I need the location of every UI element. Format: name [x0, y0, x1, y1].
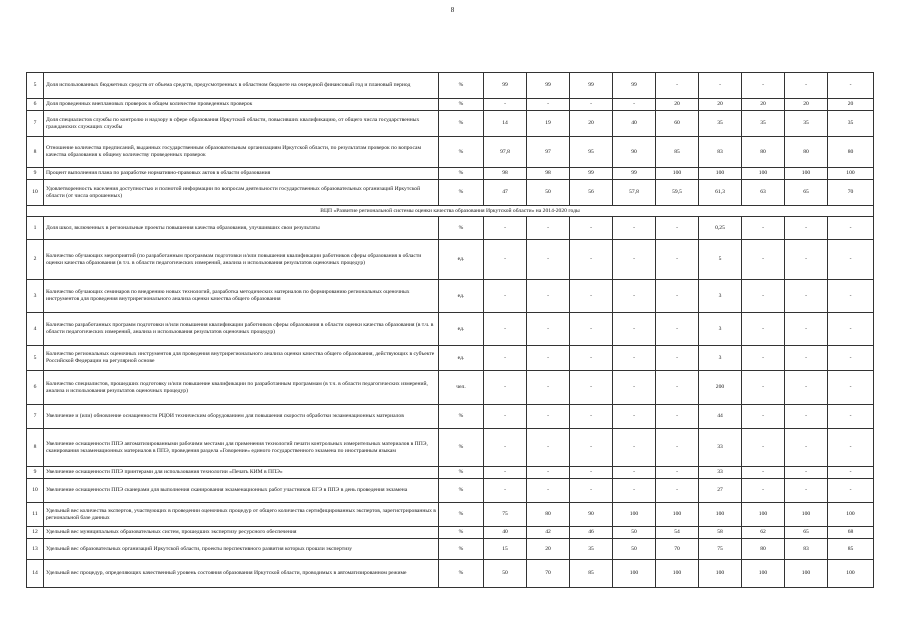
value-cell: 65	[785, 527, 828, 539]
row-number: 8	[27, 137, 44, 168]
value-cell: 61,3	[699, 180, 742, 206]
indicator-name: Удовлетворенность населения доступностью и полнотой информации по вопросам деятельности государственных образовательных организаций Иркутской области (от числа опрошенных)	[44, 180, 439, 206]
value-cell: 57,8	[613, 180, 656, 206]
indicator-name: Увеличение оснащенности ППЭ сканерами для выполнения сканирования экзаменационных работ участников ЕГЭ в ППЭ в день проведения экзамена	[44, 479, 439, 503]
value-cell: 40	[613, 111, 656, 137]
value-cell: 70	[828, 180, 874, 206]
row-number: 9	[27, 467, 44, 479]
value-cell: -	[527, 313, 570, 346]
value-cell: 20	[570, 111, 613, 137]
indicators-table	[26, 72, 874, 588]
value-cell: -	[785, 73, 828, 99]
value-cell: 100	[785, 560, 828, 588]
value-cell: 100	[613, 503, 656, 527]
value-cell: -	[785, 371, 828, 405]
value-cell: -	[828, 467, 874, 479]
unit-cell: %	[439, 111, 484, 137]
row-number: 10	[27, 479, 44, 503]
value-cell: -	[828, 313, 874, 346]
value-cell: -	[742, 467, 785, 479]
value-cell: -	[742, 405, 785, 429]
table-section-top	[27, 73, 874, 206]
value-cell: 80	[527, 503, 570, 527]
value-cell: 44	[699, 405, 742, 429]
value-cell: 99	[570, 168, 613, 180]
value-cell: -	[527, 217, 570, 240]
unit-cell: ед.	[439, 313, 484, 346]
indicator-name: Процент выполнения плана по разработке нормативно-правовых актов в области образования	[44, 168, 439, 180]
value-cell: -	[613, 313, 656, 346]
value-cell: -	[484, 405, 527, 429]
unit-cell: %	[439, 479, 484, 503]
value-cell: 20	[699, 99, 742, 111]
row-number: 10	[27, 180, 44, 206]
table-row	[27, 111, 874, 137]
row-number: 9	[27, 168, 44, 180]
indicator-name: Удельный вес образовательных организаций Иркутской области, проекты перспективного развития которых прошли экспертизу	[44, 539, 439, 560]
indicator-name: Количество специалистов, прошедших подготовку и/или повышение квалификации по разработанным программам (в т.ч. в области педагогических измерений, анализа и использования результатов оценочных процедур)	[44, 371, 439, 405]
value-cell: 85	[656, 137, 699, 168]
value-cell: -	[527, 371, 570, 405]
value-cell: 20	[785, 99, 828, 111]
value-cell: 40	[484, 527, 527, 539]
value-cell: 97	[527, 137, 570, 168]
value-cell: 75	[699, 539, 742, 560]
table-row	[27, 405, 874, 429]
indicator-name: Доля использованных бюджетных средств от объема средств, предусмотренных в областном бюджете на очередной финансовый год и плановый период	[44, 73, 439, 99]
value-cell: 50	[484, 560, 527, 588]
indicator-name: Удельный вес муниципальных образовательных систем, прошедших экспертизу ресурсного обеспечения	[44, 527, 439, 539]
value-cell: 100	[699, 560, 742, 588]
value-cell: 100	[785, 503, 828, 527]
value-cell: 99	[613, 73, 656, 99]
value-cell: 100	[828, 168, 874, 180]
value-cell: -	[785, 405, 828, 429]
value-cell: -	[570, 99, 613, 111]
value-cell: -	[656, 240, 699, 280]
value-cell: 98	[484, 168, 527, 180]
section-title: ВЦП «Развитие региональной системы оценки качества образования Иркутской области» на 2014-2020 годы	[27, 206, 874, 217]
value-cell: 35	[742, 111, 785, 137]
value-cell: 100	[742, 168, 785, 180]
row-number: 7	[27, 405, 44, 429]
indicator-name: Отношение количества предписаний, выданных государственным образовательным организациям Иркутской области, по результатам проверок по вопросам качества образования к общему количеству проведенных проверок	[44, 137, 439, 168]
value-cell: -	[484, 313, 527, 346]
value-cell: 85	[828, 539, 874, 560]
value-cell: 100	[828, 503, 874, 527]
value-cell: -	[484, 217, 527, 240]
value-cell: 14	[484, 111, 527, 137]
value-cell: -	[828, 405, 874, 429]
value-cell: 19	[527, 111, 570, 137]
row-number: 2	[27, 240, 44, 280]
value-cell: -	[484, 371, 527, 405]
unit-cell: %	[439, 503, 484, 527]
value-cell: 99	[570, 73, 613, 99]
row-number: 4	[27, 313, 44, 346]
value-cell: 100	[785, 168, 828, 180]
value-cell: 15	[484, 539, 527, 560]
unit-cell: %	[439, 405, 484, 429]
indicator-name: Количество разработанных программ подготовки и/или повышения квалификации работников сферы образования в области оценки качества образования (в т.ч. в области педагогических измерений, анализа и использования результатов оценочных процедур)	[44, 313, 439, 346]
value-cell: -	[484, 467, 527, 479]
value-cell: 99	[613, 168, 656, 180]
value-cell: 20	[828, 99, 874, 111]
value-cell: 33	[699, 429, 742, 467]
value-cell: 100	[828, 560, 874, 588]
value-cell: -	[570, 405, 613, 429]
value-cell: 54	[656, 527, 699, 539]
table-row	[27, 280, 874, 313]
value-cell: -	[570, 217, 613, 240]
value-cell: -	[613, 217, 656, 240]
value-cell: -	[828, 479, 874, 503]
value-cell: -	[828, 346, 874, 371]
value-cell: -	[484, 99, 527, 111]
value-cell: 63	[742, 180, 785, 206]
value-cell: -	[484, 346, 527, 371]
value-cell: 35	[828, 111, 874, 137]
table-row	[27, 527, 874, 539]
value-cell: -	[613, 346, 656, 371]
indicator-name: Увеличение оснащенности ППЭ автоматизированными рабочими местами для применения технологий печати контрольных измерительных материалов в ППЭ, сканирования экзаменационных материалов в ППЭ, проведения раздела «Говорение» единого государственного экзамена по иностранным языкам	[44, 429, 439, 467]
value-cell: 200	[699, 371, 742, 405]
value-cell: 68	[828, 527, 874, 539]
value-cell: -	[656, 479, 699, 503]
value-cell: -	[613, 371, 656, 405]
value-cell: -	[527, 99, 570, 111]
value-cell: 90	[570, 503, 613, 527]
unit-cell: %	[439, 99, 484, 111]
value-cell: -	[613, 405, 656, 429]
value-cell: 65	[785, 180, 828, 206]
table-row	[27, 73, 874, 99]
value-cell: -	[570, 429, 613, 467]
indicator-name: Доля специалистов службы по контролю и надзору в сфере образования Иркутской области, повысивших квалификацию, от общего числа государственных гражданских служащих службы	[44, 111, 439, 137]
value-cell: 5	[699, 240, 742, 280]
table-row	[27, 371, 874, 405]
indicator-name: Количество обучающих семинаров по внедрению новых технологий, разработка методических материалов по формированию региональных оценочных инструментов для проведения внутрирегионального анализа оценки качества общего образования	[44, 280, 439, 313]
value-cell: -	[828, 217, 874, 240]
value-cell: -	[828, 240, 874, 280]
value-cell: 100	[699, 503, 742, 527]
value-cell: 3	[699, 346, 742, 371]
value-cell: -	[785, 346, 828, 371]
value-cell: 58	[699, 527, 742, 539]
value-cell: -	[656, 346, 699, 371]
value-cell: -	[484, 479, 527, 503]
value-cell: 35	[570, 539, 613, 560]
value-cell: -	[785, 240, 828, 280]
value-cell: 80	[742, 539, 785, 560]
row-number: 7	[27, 111, 44, 137]
value-cell: -	[527, 429, 570, 467]
value-cell: 60	[656, 111, 699, 137]
indicator-name: Количество региональных оценочных инструментов для проведения внутрирегионального анализа оценки качества общего образования, действующих в субъекте Российской Федерации на регулярной основе	[44, 346, 439, 371]
value-cell: 35	[699, 111, 742, 137]
value-cell: -	[785, 467, 828, 479]
table-row	[27, 180, 874, 206]
value-cell: -	[484, 280, 527, 313]
value-cell: 100	[656, 503, 699, 527]
row-number: 6	[27, 99, 44, 111]
value-cell: -	[613, 99, 656, 111]
value-cell: -	[742, 346, 785, 371]
value-cell: -	[828, 280, 874, 313]
value-cell: -	[828, 429, 874, 467]
value-cell: 46	[570, 527, 613, 539]
value-cell: -	[527, 467, 570, 479]
table-row	[27, 429, 874, 467]
value-cell: -	[656, 467, 699, 479]
value-cell: 83	[699, 137, 742, 168]
value-cell: -	[527, 240, 570, 280]
unit-cell: %	[439, 527, 484, 539]
value-cell: 70	[527, 560, 570, 588]
value-cell: 3	[699, 280, 742, 313]
value-cell: -	[785, 313, 828, 346]
table-row	[27, 217, 874, 240]
unit-cell: ед.	[439, 346, 484, 371]
value-cell: 99	[527, 73, 570, 99]
table-row	[27, 99, 874, 111]
value-cell: -	[785, 479, 828, 503]
unit-cell: %	[439, 180, 484, 206]
value-cell: 27	[699, 479, 742, 503]
value-cell: -	[613, 479, 656, 503]
unit-cell: %	[439, 429, 484, 467]
table-row	[27, 168, 874, 180]
value-cell: -	[570, 240, 613, 280]
value-cell: -	[656, 371, 699, 405]
row-number: 13	[27, 539, 44, 560]
value-cell: 75	[484, 503, 527, 527]
table-section-header	[27, 206, 874, 217]
value-cell: 100	[742, 560, 785, 588]
value-cell: 3	[699, 313, 742, 346]
table-row	[27, 313, 874, 346]
value-cell: -	[656, 313, 699, 346]
table-section-bottom	[27, 217, 874, 588]
unit-cell: %	[439, 73, 484, 99]
row-number: 8	[27, 429, 44, 467]
value-cell: 59,5	[656, 180, 699, 206]
unit-cell: %	[439, 560, 484, 588]
value-cell: -	[742, 280, 785, 313]
row-number: 12	[27, 527, 44, 539]
value-cell: 99	[484, 73, 527, 99]
value-cell: -	[527, 346, 570, 371]
value-cell: -	[570, 346, 613, 371]
table-row	[27, 240, 874, 280]
value-cell: -	[613, 467, 656, 479]
value-cell: 100	[656, 168, 699, 180]
value-cell: 80	[828, 137, 874, 168]
row-number: 14	[27, 560, 44, 588]
value-cell: -	[613, 240, 656, 280]
table-row	[27, 479, 874, 503]
indicator-name: Удельный вес количества экспертов, участвующих в проведении оценочных процедур от общего количества сертифицированных экспертов, зарегистрированных в региональной базе данных	[44, 503, 439, 527]
value-cell: -	[527, 405, 570, 429]
value-cell: -	[570, 479, 613, 503]
unit-cell: %	[439, 539, 484, 560]
indicator-name: Доля проведенных внеплановых проверок в общем количестве проведенных проверок	[44, 99, 439, 111]
indicator-name: Увеличение и (или) обновление оснащенности РЦОИ техническим оборудованием для повышения скорости обработки экзаменационных материалов	[44, 405, 439, 429]
unit-cell: %	[439, 168, 484, 180]
value-cell: -	[828, 371, 874, 405]
value-cell: -	[570, 467, 613, 479]
value-cell: 33	[699, 467, 742, 479]
table-row	[27, 560, 874, 588]
value-cell: 100	[699, 168, 742, 180]
page-number: 8	[450, 6, 455, 14]
unit-cell: ед.	[439, 240, 484, 280]
value-cell: 20	[527, 539, 570, 560]
table-row	[27, 539, 874, 560]
row-number: 11	[27, 503, 44, 527]
unit-cell: %	[439, 467, 484, 479]
row-number: 3	[27, 280, 44, 313]
value-cell: 98	[527, 168, 570, 180]
value-cell: 100	[613, 560, 656, 588]
value-cell: 50	[613, 527, 656, 539]
table-row	[27, 503, 874, 527]
table-row	[27, 346, 874, 371]
value-cell: -	[742, 429, 785, 467]
value-cell: -	[785, 429, 828, 467]
value-cell: 85	[570, 560, 613, 588]
value-cell: -	[570, 313, 613, 346]
value-cell: -	[484, 240, 527, 280]
value-cell: -	[699, 73, 742, 99]
unit-cell: %	[439, 217, 484, 240]
value-cell: -	[656, 429, 699, 467]
value-cell: 97,8	[484, 137, 527, 168]
value-cell: -	[742, 217, 785, 240]
value-cell: -	[570, 371, 613, 405]
row-number: 1	[27, 217, 44, 240]
indicator-name: Доля школ, включенных в региональные проекты повышения качества образования, улучшивших свои результаты	[44, 217, 439, 240]
value-cell: 47	[484, 180, 527, 206]
unit-cell: чел.	[439, 371, 484, 405]
table-row	[27, 137, 874, 168]
value-cell: 70	[656, 539, 699, 560]
value-cell: 62	[742, 527, 785, 539]
value-cell: 42	[527, 527, 570, 539]
value-cell: 50	[527, 180, 570, 206]
value-cell: 20	[742, 99, 785, 111]
value-cell: -	[613, 280, 656, 313]
value-cell: -	[656, 280, 699, 313]
value-cell: 90	[613, 137, 656, 168]
unit-cell: ед.	[439, 280, 484, 313]
value-cell: -	[613, 429, 656, 467]
indicator-name: Удельный вес процедур, определяющих качественный уровень состояния образования Иркутской области, проводимых в автоматизированном режиме	[44, 560, 439, 588]
row-number: 5	[27, 73, 44, 99]
indicator-name: Увеличение оснащенности ППЭ принтерами для использования технологии «Печать КИМ в ППЭ»	[44, 467, 439, 479]
value-cell: 80	[785, 137, 828, 168]
value-cell: -	[828, 73, 874, 99]
value-cell: -	[656, 405, 699, 429]
value-cell: 80	[742, 137, 785, 168]
value-cell: -	[527, 479, 570, 503]
value-cell: 20	[656, 99, 699, 111]
row-number: 5	[27, 346, 44, 371]
value-cell: -	[656, 73, 699, 99]
value-cell: 0,25	[699, 217, 742, 240]
value-cell: 95	[570, 137, 613, 168]
unit-cell: %	[439, 137, 484, 168]
value-cell: 100	[742, 503, 785, 527]
value-cell: -	[742, 479, 785, 503]
value-cell: -	[570, 280, 613, 313]
value-cell: 83	[785, 539, 828, 560]
value-cell: -	[742, 73, 785, 99]
value-cell: -	[742, 313, 785, 346]
table-row	[27, 467, 874, 479]
value-cell: 35	[785, 111, 828, 137]
indicator-name: Количество обучающих мероприятий (по разработанным программам подготовки и/или повышения квалификации работников сферы образования в области оценки качества образования (в т.ч. в области педагогических измерений, анализа и использования результатов оценочных процедур)	[44, 240, 439, 280]
value-cell: -	[742, 240, 785, 280]
value-cell: -	[785, 280, 828, 313]
value-cell: 50	[613, 539, 656, 560]
value-cell: 100	[656, 560, 699, 588]
value-cell: -	[656, 217, 699, 240]
value-cell: -	[742, 371, 785, 405]
value-cell: 56	[570, 180, 613, 206]
row-number: 6	[27, 371, 44, 405]
value-cell: -	[527, 280, 570, 313]
value-cell: -	[785, 217, 828, 240]
value-cell: -	[484, 429, 527, 467]
